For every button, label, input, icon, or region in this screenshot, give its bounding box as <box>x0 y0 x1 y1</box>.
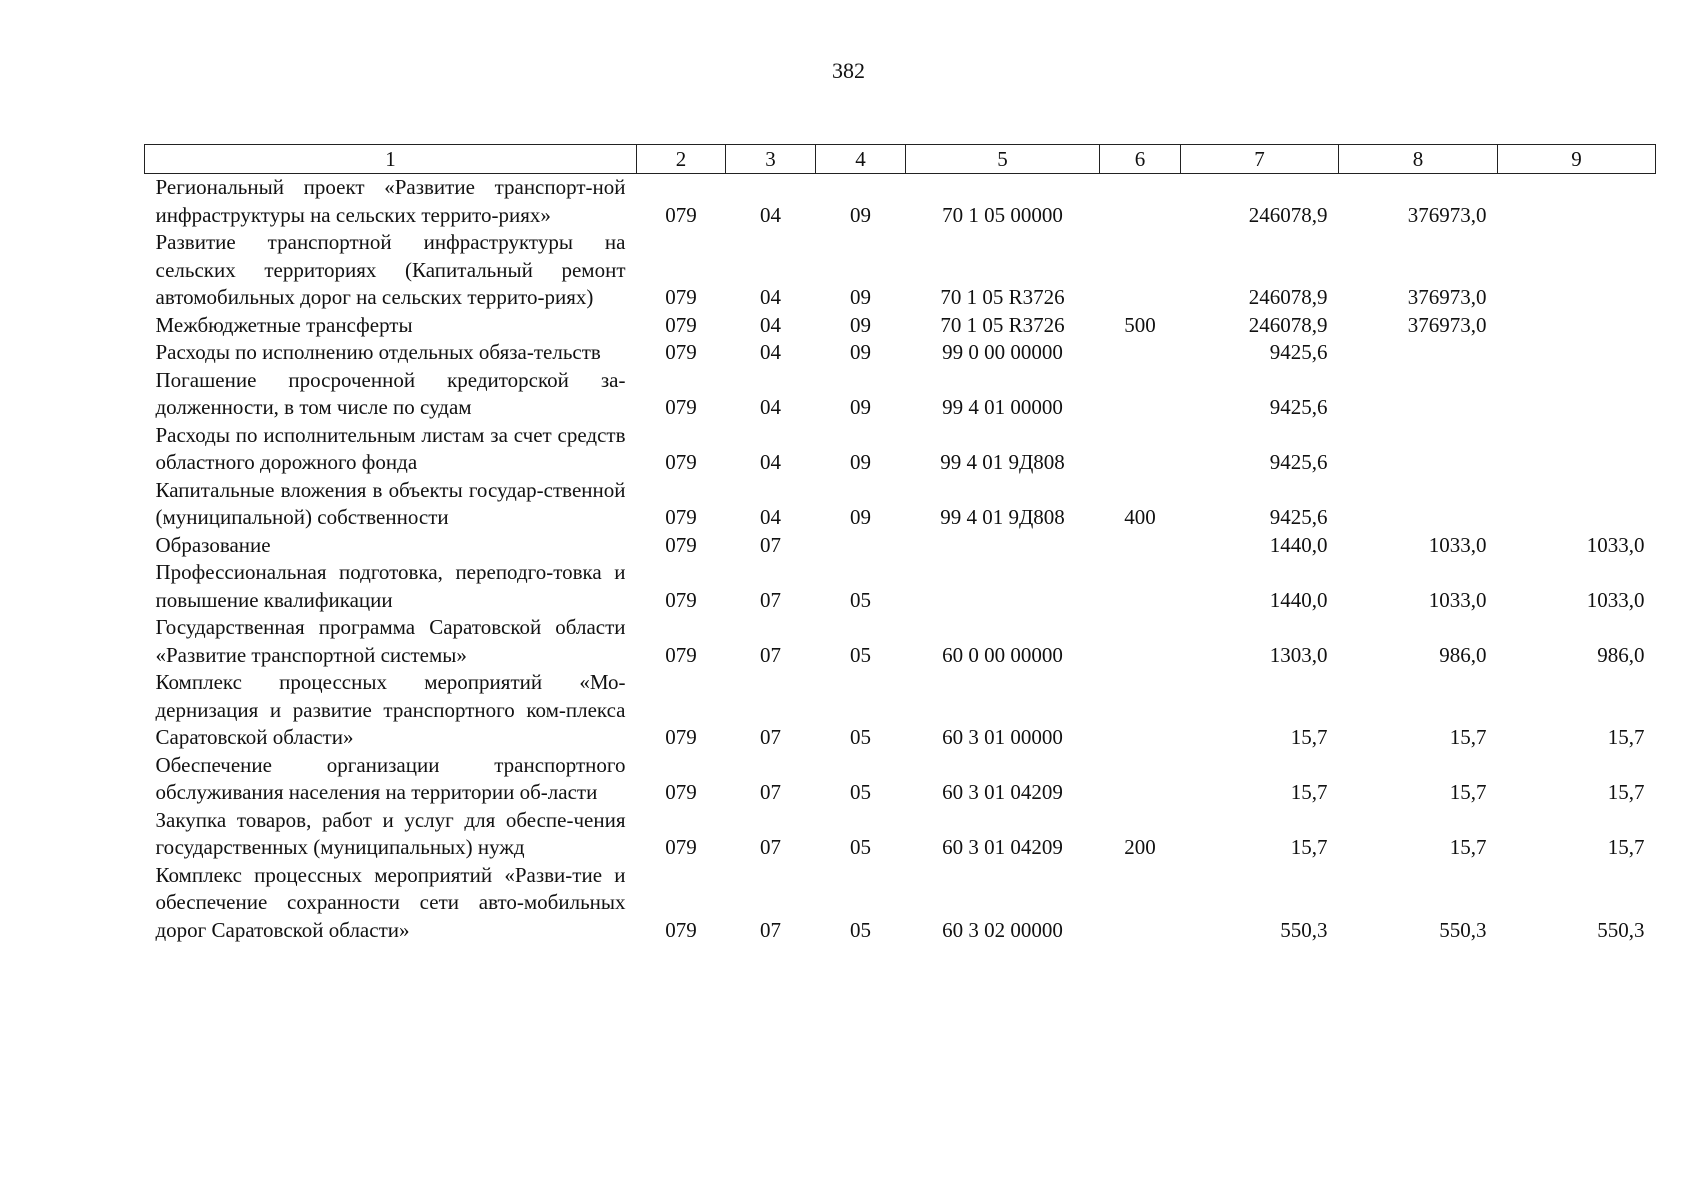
row-subsection-cell: 05 <box>850 780 871 804</box>
header-cell: 5 <box>906 145 1100 174</box>
row-subsection-cell: 09 <box>850 202 871 227</box>
table-row <box>145 862 1656 945</box>
row-section-cell: 07 <box>760 587 781 612</box>
row-section-cell: 07 <box>760 835 781 859</box>
table-row <box>145 312 1656 340</box>
table-row <box>145 807 1656 862</box>
budget-table <box>144 144 1656 944</box>
row-expense-type-cell <box>1100 559 1181 614</box>
row-expense-type-cell <box>1100 669 1181 752</box>
row-name-cell: Погашение просроченной кредиторской за-долженности, в том числе по судам <box>155 367 626 419</box>
row-name-cell: Расходы по исполнению отдельных обяза-тельств <box>155 340 601 364</box>
row-amount-col8-cell: 15,7 <box>1449 780 1487 804</box>
row-amount-col9-cell <box>1498 312 1656 340</box>
row-amount-col8-cell: 1033,0 <box>1428 587 1487 612</box>
row-amount-col7-cell: 1440,0 <box>1269 587 1328 612</box>
row-section-cell: 04 <box>760 395 781 419</box>
row-target-article-cell: 60 3 01 00000 <box>942 725 1063 749</box>
row-grbs-cell: 079 <box>665 532 697 557</box>
row-section-cell: 04 <box>760 202 781 227</box>
table-row <box>145 422 1656 477</box>
header-cell: 7 <box>1181 145 1339 174</box>
row-amount-col7-cell: 9425,6 <box>1269 395 1328 419</box>
header-cell: 6 <box>1100 145 1181 174</box>
row-name-cell: Закупка товаров, работ и услуг для обеспе-чения государственных (муниципальных) нужд <box>155 807 626 859</box>
header-cell: 4 <box>816 145 906 174</box>
row-amount-col8-cell <box>1339 367 1498 422</box>
row-name-cell: Региональный проект «Развитие транспорт-ной инфраструктуры на сельских террито-риях» <box>155 175 626 227</box>
row-amount-col8-cell: 376973,0 <box>1407 202 1487 227</box>
row-subsection-cell: 05 <box>850 917 871 942</box>
row-amount-col9-cell <box>1498 367 1656 422</box>
row-amount-col9-cell: 550,3 <box>1597 917 1645 942</box>
row-grbs-cell: 079 <box>665 505 697 529</box>
row-grbs-cell: 079 <box>665 285 697 309</box>
row-grbs-cell: 079 <box>665 202 697 227</box>
row-subsection-cell: 09 <box>850 450 871 474</box>
row-target-article-cell: 70 1 05 00000 <box>942 202 1063 227</box>
row-amount-col7-cell: 9425,6 <box>1269 340 1328 364</box>
row-grbs-cell: 079 <box>665 340 697 364</box>
row-amount-col8-cell: 986,0 <box>1439 642 1487 667</box>
row-expense-type-cell <box>1100 862 1181 945</box>
row-amount-col8-cell <box>1339 422 1498 477</box>
table-row <box>145 614 1656 669</box>
row-amount-col9-cell: 1033,0 <box>1586 532 1645 557</box>
row-grbs-cell: 079 <box>665 917 697 942</box>
table-row <box>145 477 1656 532</box>
row-expense-type-cell: 400 <box>1124 505 1156 529</box>
row-grbs-cell: 079 <box>665 587 697 612</box>
row-amount-col7-cell: 550,3 <box>1280 917 1328 942</box>
row-grbs-cell: 079 <box>665 725 697 749</box>
row-subsection-cell: 09 <box>850 505 871 529</box>
table-row <box>145 339 1656 367</box>
row-grbs-cell: 079 <box>665 642 697 667</box>
row-expense-type-cell: 500 <box>1124 312 1156 337</box>
row-target-article-cell: 99 4 01 00000 <box>942 395 1063 419</box>
row-expense-type-cell: 200 <box>1124 835 1156 859</box>
table-row <box>145 174 1656 230</box>
row-name-cell: Обеспечение организации транспортного обслуживания населения на территории об-ласти <box>155 752 626 804</box>
row-amount-col8-cell: 550,3 <box>1439 917 1487 942</box>
row-amount-col9-cell <box>1498 422 1656 477</box>
row-amount-col8-cell: 376973,0 <box>1407 312 1487 337</box>
header-cell: 3 <box>726 145 816 174</box>
table-row <box>145 559 1656 614</box>
row-amount-col8-cell: 15,7 <box>1449 835 1487 859</box>
row-expense-type-cell <box>1100 752 1181 807</box>
row-subsection-cell: 05 <box>850 725 871 749</box>
row-expense-type-cell <box>1100 229 1181 312</box>
row-amount-col7-cell: 9425,6 <box>1269 450 1328 474</box>
row-target-article-cell: 60 3 01 04209 <box>942 835 1063 859</box>
row-amount-col9-cell: 15,7 <box>1607 725 1645 749</box>
row-section-cell: 07 <box>760 725 781 749</box>
row-amount-col8-cell: 1033,0 <box>1428 532 1487 557</box>
row-section-cell: 07 <box>760 917 781 942</box>
row-subsection-cell: 09 <box>850 285 871 309</box>
header-cell: 2 <box>637 145 726 174</box>
row-amount-col7-cell: 15,7 <box>1290 725 1328 749</box>
row-name-cell: Расходы по исполнительным листам за счет средств областного дорожного фонда <box>155 422 626 474</box>
row-expense-type-cell <box>1100 339 1181 367</box>
row-expense-type-cell <box>1100 367 1181 422</box>
row-subsection-cell: 05 <box>850 835 871 859</box>
row-section-cell: 07 <box>760 532 781 557</box>
header-cell: 8 <box>1339 145 1498 174</box>
row-target-article-cell: 60 3 01 04209 <box>942 780 1063 804</box>
row-amount-col7-cell: 246078,9 <box>1248 202 1328 227</box>
row-target-article-cell <box>906 532 1100 560</box>
row-name-cell: Комплекс процессных мероприятий «Разви-тие и обеспечение сохранности сети авто-мобильных дорог Саратовской области» <box>155 862 626 942</box>
row-target-article-cell: 60 0 00 00000 <box>942 642 1063 667</box>
header-row <box>145 145 1656 174</box>
row-amount-col8-cell: 376973,0 <box>1407 285 1487 309</box>
row-grbs-cell: 079 <box>665 450 697 474</box>
row-target-article-cell: 99 4 01 9Д808 <box>940 450 1065 474</box>
row-name-cell: Межбюджетные трансферты <box>155 312 413 337</box>
header-cell: 1 <box>145 145 637 174</box>
table-row <box>145 669 1656 752</box>
row-amount-col9-cell <box>1498 477 1656 532</box>
row-amount-col7-cell: 1303,0 <box>1269 642 1328 667</box>
table-body <box>145 174 1656 945</box>
row-amount-col7-cell: 246078,9 <box>1248 312 1328 337</box>
row-name-cell: Капитальные вложения в объекты государ-ственной (муниципальной) собственности <box>155 477 626 529</box>
row-expense-type-cell <box>1100 614 1181 669</box>
row-grbs-cell: 079 <box>665 780 697 804</box>
table-row <box>145 752 1656 807</box>
row-amount-col9-cell: 15,7 <box>1607 780 1645 804</box>
row-amount-col9-cell <box>1498 229 1656 312</box>
row-section-cell: 04 <box>760 505 781 529</box>
row-amount-col7-cell: 9425,6 <box>1269 505 1328 529</box>
row-target-article-cell <box>906 559 1100 614</box>
row-section-cell: 04 <box>760 340 781 364</box>
row-section-cell: 04 <box>760 285 781 309</box>
row-section-cell: 07 <box>760 642 781 667</box>
row-amount-col8-cell: 15,7 <box>1449 725 1487 749</box>
row-grbs-cell: 079 <box>665 835 697 859</box>
page-number: 382 <box>832 58 865 83</box>
row-subsection-cell: 09 <box>850 395 871 419</box>
table-row <box>145 229 1656 312</box>
row-amount-col9-cell <box>1498 174 1656 230</box>
row-subsection-cell: 05 <box>850 587 871 612</box>
header-cell: 9 <box>1498 145 1656 174</box>
row-subsection-cell: 05 <box>850 642 871 667</box>
row-target-article-cell: 60 3 02 00000 <box>942 917 1063 942</box>
row-name-cell: Профессиональная подготовка, переподго-товка и повышение квалификации <box>155 560 626 612</box>
row-amount-col7-cell: 15,7 <box>1290 835 1328 859</box>
row-amount-col7-cell: 15,7 <box>1290 780 1328 804</box>
row-grbs-cell: 079 <box>665 395 697 419</box>
row-amount-col8-cell <box>1339 339 1498 367</box>
table-row <box>145 367 1656 422</box>
row-amount-col9-cell: 986,0 <box>1597 642 1645 667</box>
row-name-cell: Комплекс процессных мероприятий «Мо-дернизация и развитие транспортного ком-плекса Саратовской области» <box>155 670 626 749</box>
row-name-cell: Развитие транспортной инфраструктуры на сельских территориях (Капитальный ремонт автомобильных дорог на сельских террито-риях) <box>155 230 626 309</box>
row-amount-col9-cell: 15,7 <box>1607 835 1645 859</box>
row-amount-col7-cell: 1440,0 <box>1269 532 1328 557</box>
row-subsection-cell: 09 <box>850 312 871 337</box>
row-section-cell: 07 <box>760 780 781 804</box>
row-subsection-cell: 09 <box>850 340 871 364</box>
row-subsection-cell <box>816 532 906 560</box>
row-section-cell: 04 <box>760 312 781 337</box>
row-target-article-cell: 99 0 00 00000 <box>942 340 1063 364</box>
row-expense-type-cell <box>1100 422 1181 477</box>
table-row <box>145 532 1656 560</box>
row-amount-col8-cell <box>1339 477 1498 532</box>
row-name-cell: Образование <box>155 532 271 557</box>
row-section-cell: 04 <box>760 450 781 474</box>
row-target-article-cell: 70 1 05 R3726 <box>940 285 1065 309</box>
row-amount-col7-cell: 246078,9 <box>1248 285 1328 309</box>
row-expense-type-cell <box>1100 174 1181 230</box>
row-expense-type-cell <box>1100 532 1181 560</box>
row-amount-col9-cell: 1033,0 <box>1586 587 1645 612</box>
row-target-article-cell: 70 1 05 R3726 <box>940 312 1065 337</box>
row-name-cell: Государственная программа Саратовской области «Развитие транспортной системы» <box>155 615 626 667</box>
row-amount-col9-cell <box>1498 339 1656 367</box>
row-grbs-cell: 079 <box>665 312 697 337</box>
row-target-article-cell: 99 4 01 9Д808 <box>940 505 1065 529</box>
